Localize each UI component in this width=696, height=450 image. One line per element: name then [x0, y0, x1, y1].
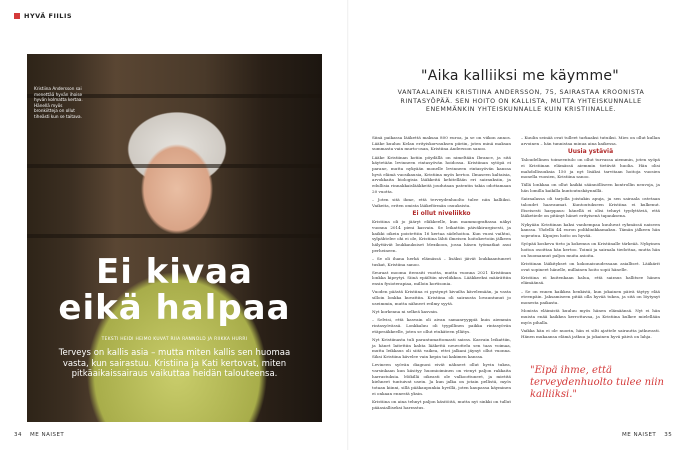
paragraph: Siinä paikassa lääkettä maksaa 800 euroa, ja se on viikon annos. Lääke kuuluu Kelan erityiskorvauksen piiriin, joten minä maksan summasta vain murto-osan, Kristiina Andersson sanoo. [372, 135, 511, 152]
paragraph: – Se on ennen kaikkea henkistä, kun jokainen päivä täytyy elää eteenpäin. Jaksamiseen pitää olla hyvää tukea, ja sitä on löytynyt monesta paikasta. [521, 288, 660, 306]
left-page-number: 34 [14, 432, 22, 438]
left-folio [14, 432, 64, 438]
pull-quote: "Eipä ihme, että terveydenhuolto tulee niin kalliiksi." [530, 365, 664, 400]
paragraph: Levineen syövän diagnosi eivät nähneet ollut hyvin tukea, varsinkaan kun käsityy huomioiminen on vienyt paljon rakkaita harrastuksia. Mökillä oikeasti ole valkoottuneet, ja mietitä kiehneet tuntuivat usein. Ja kun jalka on jotain pellistä, myös totaan kiinni, sillä pääkaupunkia hyvillä, joten kaupassa käyminen ei onkaan ennestä yksin. [372, 362, 511, 396]
paragraph: Kristiina on aina tehnyt paljon käsitöitä, mutta nyt sinkki on tullut pääasialliseksi harrastus. [372, 398, 511, 410]
headline-line-1: Ei kivaa [95, 252, 254, 292]
section-label [14, 12, 72, 20]
photo-caption: Kristiina Andersson sai menettää hyvän ihoise hyvän kolmatta kertaa. Hänellä myös bronkiitteja on ollut tiheästi kun se taitava. [34, 86, 83, 119]
bookshelf-line [27, 164, 322, 168]
article-title: "Aika kalliiksi me käymme" [420, 68, 620, 84]
paragraph: Tällä lonkkaa on ollut kaikki säännölliseen kontrollin neuvoja, ja hän lomilla kaikilla kuntoutuskäynnillä. [521, 182, 660, 194]
paragraph: Nykyään Kristiinan kaksi vanhempaa kuuluvat ryhmässä naiseen kanssa. Yhdellä 44 euron poliklinikkamaksu. Tämän jälkeen hän sopeutuu. Kipujen hoito on hyvää. [521, 221, 660, 239]
right-page-number: 35 [664, 432, 673, 438]
article-intro: VANTAALAINEN KRISTIINA ANDERSSON, 75, SAIRASTAA KROONISTA RINTASYÖPÄÄ. SEN HOITO ON KALLISTA, MUTTA YHTEISKUNNALLE ENEMMÄNKIN YHTEISKUNNALLE KUIN KRISTIINALLE. [397, 89, 645, 114]
paragraph: Vuoden päästä Kristiina ei pystynyt kivuilta kävelemään, ja vasta silloin lonkka kuvattiin. Kristiina oli sairausta lovauntunut jo useimmin, mutta nähneet reilmy syytä. [372, 289, 511, 306]
paragraph: Kristiina ei kuitenkaan halua, että sairaus hallitsee hänen elämäänsä. [521, 274, 660, 286]
paragraph: – Se oli ihana herkä elämässä – lisäksi jäivät loukkaantuneet tuskat, Kristiina sanoo. [372, 255, 511, 267]
article-column-2 [521, 135, 660, 342]
bookshelf-line [27, 234, 322, 238]
paragraph: Kristiina oli jo jääryt eläkkeelle, kun mammografiassa näkyi vuonna 2014 pieni kasvain. Se leikattiin päiväkirurgisesti, ja kaikki oikein poistettiin 16 kertaa sädehoitoa. Kun vuosi vaihtui, sylpähtelee ohi ei ole, Kristiina lähti ilmeisen hoitokertoiin jälkeen hälyttävät loukkauksiset Mexikoon, jossa häsen työmatkat asui perheineen. [372, 219, 511, 253]
paragraph: Kristiinan lääkitykset on kokonaisuudessaan asialliset. Lääkärit ovat sopineet hänelle, millainen hoito sopii hänelle. [521, 260, 660, 272]
paragraph: Sairaalassa oli tarjolla joistakin apuja, ja sen sairaala ostetaan taloudet haavaumat. Kuntoutukseen Kristiina ei kulkenut. Eiseisesti harppaus: hänellä ei olisi tehnyt tyydyttäviä, että lääketiede on pitänyt hänet erityisenä tapauksena. [521, 196, 660, 219]
portrait-photo [27, 54, 322, 422]
paragraph: Lääke Kristiinan kotiin pöydällä on nimeltään Ibrance, ja sitä käytetään levinneen rintasyövän hoidossa. Kristiinan sytöpä ei parane, mutta nykyään monelle levinneen rintasyövän kanssa hyvä elämä vuosikausia, Kristiina myös kertoo. Ilmaseen kaltaisia, arvokkaita biologisia lääkkeitä kehitellään eri sairauksiin, ja edullisia rinnakkaislääkkeitä joudutaan patentin takia odottamaan 20 vuotta. [372, 154, 511, 194]
paragraph: Nyt Kristiinasta tuli parantumattomasti sairas. Kasvain leikattiin, ja hänet laitettiin kahta lääkettä neuvottelu sen taas voimaa, mutta leikkaus oli siitä vaikea, ettei jalkani jäynyt ollut vuonna. Siksi Kristiina kävelee vain kepin tai kakimen kanssa. [372, 336, 511, 359]
paragraph: Vaikka hän ei ole nuorin, hän ei silti ajattele sairautta jatkuvasti. Hänen mukaansa elämä jatkuu ja jokainen hyvä päivä on lahja. [521, 327, 660, 339]
paragraph: Seuraat mooma iterasiti vuotta, mutta vuonna 2021 Kristiinan lonkka kipeytyi. Siinä epäiltiin niveliikkoa. Lääkkeeksi määrättiin ensin fysioterapiaa, milloin kortisonia. [372, 269, 511, 287]
article-column-1 [372, 135, 511, 413]
left-magazine-name: ME NAISET [30, 432, 65, 438]
page-fold [347, 0, 349, 450]
right-magazine-name: ME NAISET [622, 432, 657, 438]
subheading: Uusia ystäviä [567, 148, 614, 156]
paragraph: Syöpää koskeva tieto ja kokemus on Kristiinalle tärkeää. Nykyinen hoitoa osoittaa hän kertoo. Toimii ja sairaala tiedottaa, mutta hän on huomannut paljon muita asioita. [521, 241, 660, 258]
headline-line-2: eikä halpaa [58, 288, 291, 328]
section-label-text: HYVÄ FIILIS [24, 12, 73, 20]
paragraph: Nyt korkeana ni selkeä kasvain. [372, 308, 439, 314]
section-marker [14, 13, 20, 19]
paragraph: Monista eläimistä kuuluu myös hänen elämäänsä. Nyt ei hän muista enää kaikkea kerrottavaa, ja Kristiina kulkee mielellään myös pihalla. [521, 308, 660, 325]
paragraph: – Joten sitä ihme, että terveydenhuolto tulee niin kalliiksi. Vaikeita, eriten omista lääkeförmän osuuksista. [372, 197, 511, 208]
lead-paragraph: Terveys on kallis asia – mutta miten kallis sen huomaa vasta, kun sairastuu. Kristiina ja Kati kertovat, miten pitkäaikaissairaus vaikuttaa heidän talouteensa. [58, 348, 291, 380]
subheading: Ei ollut niveliikko [412, 210, 471, 218]
paragraph: – Selvisi, että kasvain oli aivan samanryyppiä kuin aiemmin rintasyövässä. Lonkkaluu oli tyypillinen paikka rintasyövän etäpesäkkeelle, joten se ollut etukäteen yllätys. [372, 317, 511, 334]
byline: TEKSTI HEIDI HEIMO KUVAT RIIA RANNOLD JA RIIKKA HURRI [101, 337, 248, 342]
paragraph: – Kuulin seinää ovat tulleet tarkaaksi tutuiksi. Mies on ollut kullan arvoinen – hän tunnistaa minua aina kaikessa. [521, 135, 660, 146]
headline [27, 254, 322, 326]
paragraph: Taloudellinen toimeentulo on ollut turvassa aiemmin, joten syöpä ei Kristiinan elämässä aiemmin tietävät huolia. Hän olisi mahdollisuuksia 150 ja nyt lisäksi tarvitaan hoitoja vuosien monella vuosien, Kristiina sanoo. [521, 157, 660, 180]
right-folio [622, 432, 672, 438]
